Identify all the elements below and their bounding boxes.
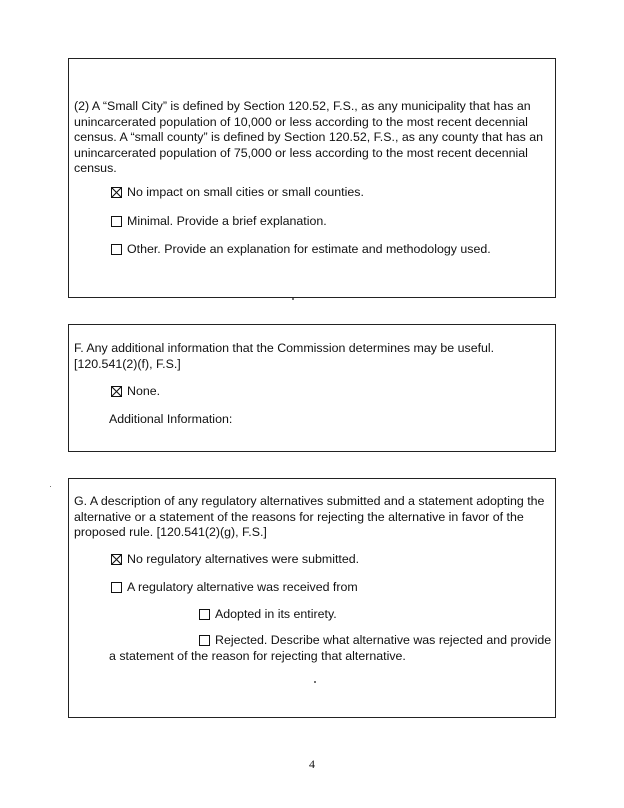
option-rejected[interactable] — [109, 633, 552, 664]
scan-speck — [292, 298, 294, 300]
page-number: 4 — [309, 757, 315, 771]
section-f — [68, 324, 556, 452]
option-alternative-received[interactable] — [111, 580, 358, 596]
small-city-definition: (2) A “Small City” is defined by Section 120.52, F.S., as any municipality that has an unincarcerated population of 10,000 or less according to the most recent decennial census. A “small county” is defined by Section 120.52, F.S., as any county that has an unincarcerated population of 75,000 or less according to the most recent decennial census. — [74, 99, 544, 175]
small-city-section — [68, 58, 556, 298]
section-g-text: G. A description of any regulatory alternatives submitted and a statement adopting the alternative or a statement of the reasons for rejecting the alternative in favor of the proposed rule. [120.541(2)(g), F.S.] — [74, 494, 545, 539]
option-rejected-label: Rejected. Describe what alternative was rejected and provide — [215, 633, 552, 647]
unchecked-checkbox-icon[interactable] — [199, 635, 210, 646]
option-minimal-label: Minimal. Provide a brief explanation. — [127, 214, 327, 228]
section-g — [68, 478, 556, 718]
unchecked-checkbox-icon[interactable] — [199, 609, 210, 620]
section-f-text: F. Any additional information that the Commission determines may be useful. [120.541(2)(f), F.S.] — [74, 341, 495, 371]
scan-speck — [314, 681, 316, 683]
unchecked-checkbox-icon[interactable] — [111, 244, 122, 255]
option-no-impact-label: No impact on small cities or small counties. — [127, 185, 364, 199]
checked-checkbox-icon[interactable] — [111, 187, 122, 198]
unchecked-checkbox-icon[interactable] — [111, 582, 122, 593]
option-no-impact[interactable] — [111, 185, 364, 201]
checked-checkbox-icon[interactable] — [111, 554, 122, 565]
additional-information-label: Additional Information: — [109, 412, 233, 426]
checked-checkbox-icon[interactable] — [111, 386, 122, 397]
option-no-alternatives-label: No regulatory alternatives were submitted. — [127, 552, 360, 566]
scan-speck — [50, 486, 51, 487]
option-none[interactable] — [111, 384, 160, 400]
option-adopted-label: Adopted in its entirety. — [215, 607, 337, 621]
option-alternative-received-label: A regulatory alternative was received from — [127, 580, 358, 594]
option-other[interactable] — [111, 242, 491, 258]
option-adopted[interactable] — [199, 607, 337, 623]
option-no-alternatives[interactable] — [111, 552, 359, 568]
option-minimal[interactable] — [111, 214, 327, 230]
option-rejected-continuation: a statement of the reason for rejecting that alternative. — [109, 648, 406, 663]
unchecked-checkbox-icon[interactable] — [111, 216, 122, 227]
option-none-label: None. — [127, 384, 161, 398]
option-other-label: Other. Provide an explanation for estimate and methodology used. — [127, 242, 491, 256]
